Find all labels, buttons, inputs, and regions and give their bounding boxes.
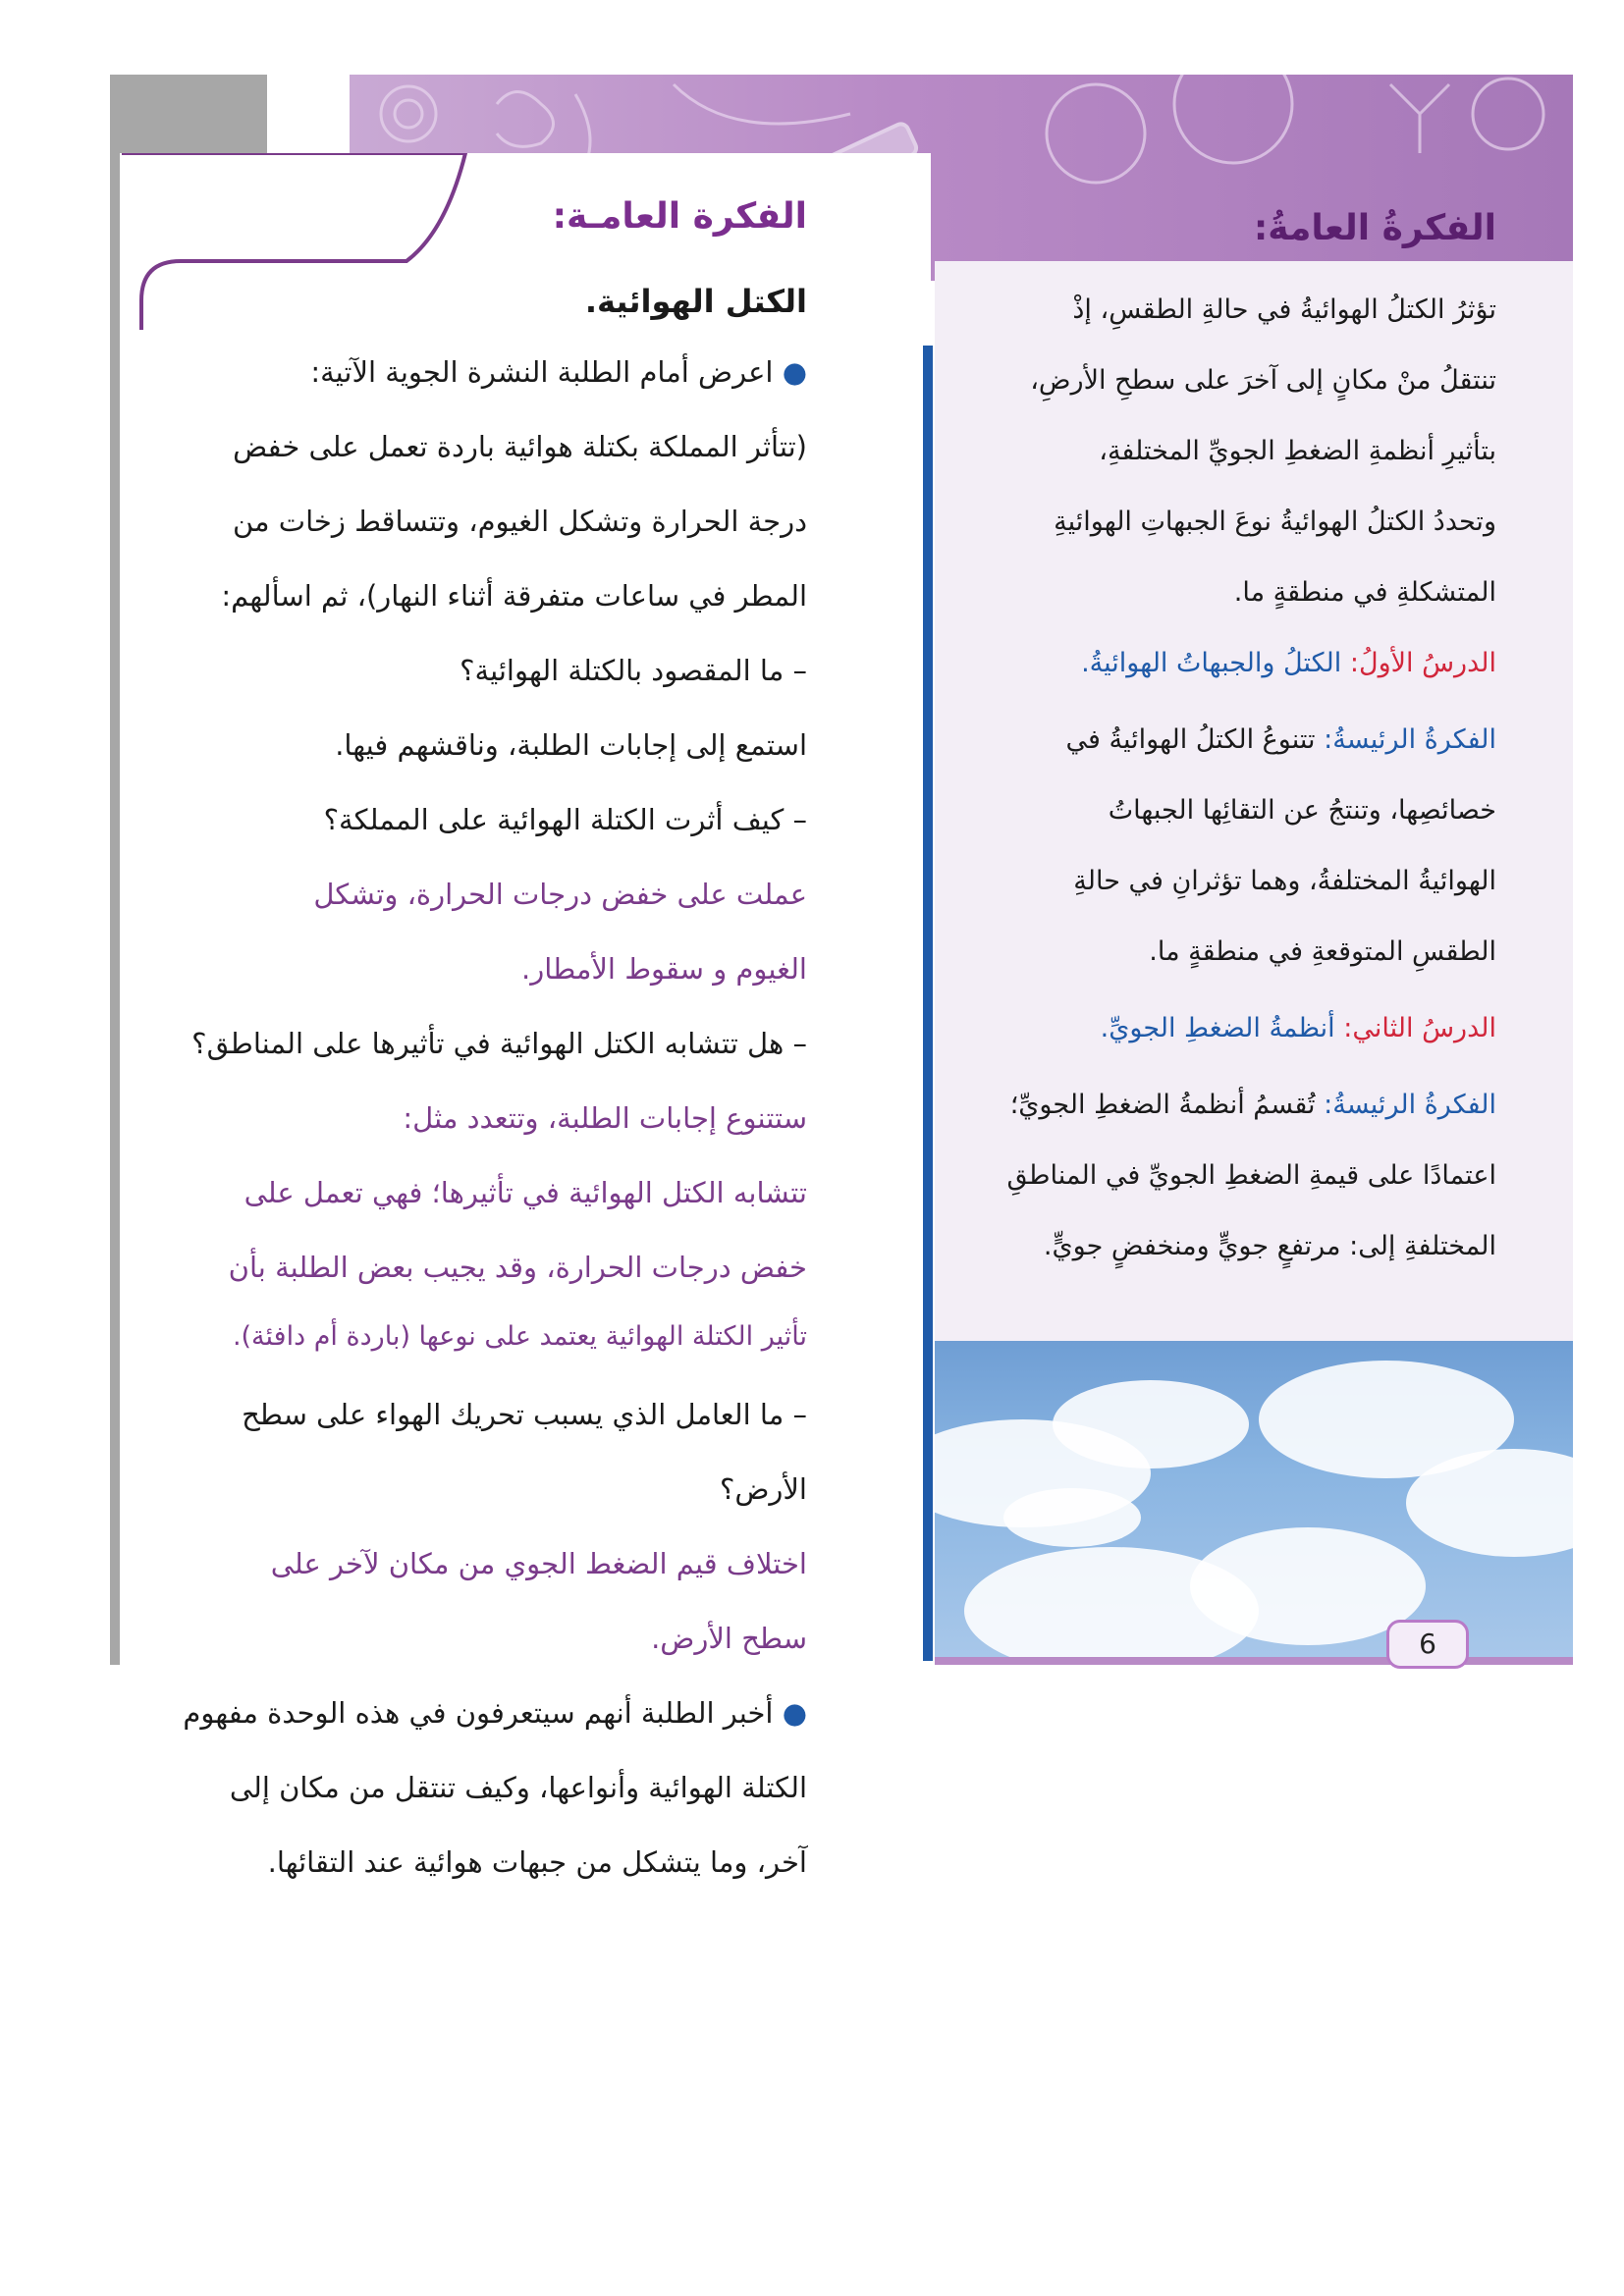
teacher-line: (تتأثر المملكة بكتلة هوائية باردة تعمل على خفض	[233, 430, 807, 463]
student-intro-line: بتأثيرِ أنظمةِ الضغطِ الجويِّ المختلفةِ،	[1099, 436, 1496, 466]
bullet-icon: ●	[782, 355, 807, 389]
teacher-question: – ما المقصود بالكتلة الهوائية؟	[460, 654, 807, 687]
teacher-bullet-1: ● اعرض أمام الطلبة النشرة الجوية الآتية:	[310, 355, 807, 389]
student-intro-line: تنتقلُ منْ مكانٍ إلى آخرَ على سطحِ الأرضِ،	[1030, 365, 1496, 396]
main-idea-1-line: خصائصِها، وتنتجُ عن التقائِها الجبهاتُ	[1108, 795, 1496, 826]
teacher-answer: عملت على خفض درجات الحرارة، وتشكل	[313, 878, 807, 911]
main-idea-2-line: المختلفةِ إلى: مرتفعٍ جويٍّ ومنخفضٍ جويٍّ.	[1043, 1231, 1496, 1261]
gray-corner-block	[110, 75, 267, 153]
page-number: 6	[1386, 1620, 1469, 1669]
lesson-2: الدرسُ الثاني: أنظمةُ الضغطِ الجويِّ.	[1100, 1013, 1496, 1043]
student-intro-line: المتشكلةِ في منطقةٍ ما.	[1233, 577, 1496, 608]
teacher-line: آخر، وما يتشكل من جبهات هوائية عند التقائها.	[267, 1845, 807, 1879]
main-idea-1: الفكرةُ الرئيسةُ: تتنوعُ الكتلُ الهوائيةُ في	[1065, 724, 1496, 755]
teacher-line: درجة الحرارة وتشكل الغيوم، وتتساقط زخات من	[232, 505, 807, 538]
teacher-answer: تتشابه الكتل الهوائية في تأثيرها؛ فهي تعمل على	[244, 1176, 807, 1209]
main-idea-1-line: الطقسِ المتوقعةِ في منطقةٍ ما.	[1149, 936, 1496, 967]
teacher-subheading: الكتل الهوائية.	[584, 283, 807, 320]
teacher-question: الأرض؟	[719, 1472, 807, 1506]
teacher-answer: اختلاف قيم الضغط الجوي من مكان لآخر على	[270, 1547, 807, 1580]
teacher-line: استمع إلى إجابات الطلبة، وناقشهم فيها.	[335, 728, 807, 762]
gray-left-strip	[110, 153, 120, 1665]
teacher-line: المطر في ساعات متفرقة أثناء النهار)، ثم اسألهم:	[221, 579, 807, 613]
bullet-icon: ●	[782, 1696, 807, 1730]
main-idea-1-line: الهوائيةُ المختلفةُ، وهما تؤثرانِ في حالةِ	[1073, 866, 1496, 896]
student-intro-line: تؤثرُ الكتلُ الهوائيةُ في حالةِ الطقسِ، إذْ	[1072, 294, 1496, 325]
main-idea-2-line: اعتمادًا على قيمةِ الضغطِ الجويِّ في المناطقِ	[1006, 1160, 1496, 1191]
teacher-answer: الغيوم و سقوط الأمطار.	[521, 952, 807, 986]
student-intro-line: وتحددُ الكتلُ الهوائيةُ نوعَ الجبهاتِ الهوائيةِ	[1054, 507, 1496, 537]
teacher-answer: سطح الأرض.	[651, 1622, 807, 1655]
teacher-question: – هل تتشابه الكتل الهوائية في تأثيرها على المناطق؟	[191, 1027, 807, 1060]
teacher-answer: خفض درجات الحرارة، وقد يجيب بعض الطلبة بأن	[228, 1251, 807, 1284]
student-heading: الفكرةُ العامةُ:	[1253, 208, 1496, 248]
teacher-bullet-2: ● أخبر الطلبة أنهم سيتعرفون في هذه الوحدة مفهوم	[183, 1696, 807, 1730]
main-idea-2: الفكرةُ الرئيسةُ: تُقسمُ أنظمةُ الضغطِ الجويِّ؛	[1009, 1090, 1496, 1120]
teacher-answer: تأثير الكتلة الهوائية يعتمد على نوعها (باردة أم دافئة).	[232, 1321, 807, 1352]
sky-photo	[935, 1341, 1573, 1665]
teacher-question: – كيف أثرت الكتلة الهوائية على المملكة؟	[323, 803, 807, 836]
teacher-line: الكتلة الهوائية وأنواعها، وكيف تنتقل من مكان إلى	[229, 1771, 807, 1804]
teacher-answer: ستتنوع إجابات الطلبة، وتتعدد مثل:	[403, 1101, 807, 1135]
blue-divider	[923, 346, 933, 1661]
lesson-1: الدرسُ الأولُ: الكتلُ والجبهاتُ الهوائيةُ.	[1081, 648, 1496, 678]
bottom-rule	[935, 1657, 1573, 1665]
tab-outline-icon	[122, 153, 931, 330]
teacher-question: – ما العامل الذي يسبب تحريك الهواء على سطح	[242, 1398, 807, 1431]
teacher-heading: الفكرة العامـة:	[552, 196, 807, 237]
